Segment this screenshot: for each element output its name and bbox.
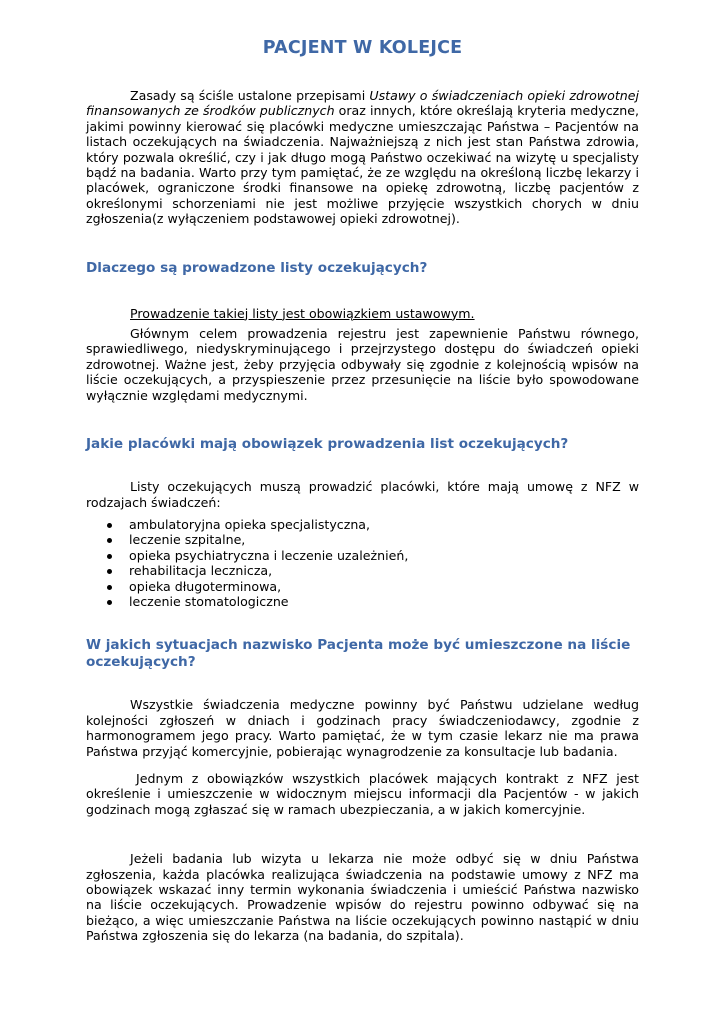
list-item: rehabilitacja lecznicza,: [86, 563, 639, 578]
intro-text-rest: oraz innych, które określają kryteria medyczne, jakimi powinny kierować się placówki medyczne umieszczając Państwa – Pacjentów na listach oczekujących na świadczenia. Najważniejszą z nich jest stan Państwa zdrowia, który pozwala określić, czy i jak długo mogą Państwo oczekiwać na wizytę u specjalisty bądź na badania. Warto przy tym pamiętać, że ze względu na określoną liczbę lekarzy i placówek, ograniczone środki finansowe na opiekę zdrowotną, liczbę pacjentów z określonymi schorzeniami nie jest możliwe przyjęcie wszystkich chorych w dniu zgłoszenia(z wyłączeniem podstawowej opieki zdrowotnej).: [86, 103, 640, 227]
section3-paragraph-2: Jednym z obowiązków wszystkich placówek mających kontrakt z NFZ jest określenie i umieszczenie w widocznym miejscu informacji dla Pacjentów - w jakich godzinach mogą zgłaszać się w ramach ubezpieczania, a w jakich komercyjnie.: [86, 770, 639, 817]
intro-text-start: Zasady są ściśle ustalone przepisami: [130, 88, 370, 103]
statutory-duty-text: Prowadzenie takiej listy jest obowiązkiem ustawowym.: [130, 305, 475, 321]
list-item: opieka psychiatryczna i leczenie uzależnień,: [86, 548, 639, 563]
intro-paragraph: [86, 88, 639, 227]
service-types-list: [86, 517, 639, 609]
statutory-duty-line: [86, 306, 639, 321]
section-heading-why-lists: Dlaczego są prowadzone listy oczekujących?: [86, 259, 428, 276]
section2-paragraph: Listy oczekujących muszą prowadzić placówki, które mają umowę z NFZ w rodzajach świadczeń:: [86, 479, 639, 510]
section3-paragraph-1: Wszystkie świadczenia medyczne powinny być Państwu udzielane według kolejności zgłoszeń w dniach i godzinach pracy świadczeniodawcy, zgodnie z harmonogramem jego pracy. Warto pamiętać, że w tym czasie lekarz nie ma prawa Państwa przyjąć komercyjnie, pobierając wynagrodzenie za konsultacje lub badania.: [86, 697, 639, 759]
page-title: PACJENT W KOLEJCE: [262, 38, 463, 58]
section-heading-which-facilities: Jakie placówki mają obowiązek prowadzenia list oczekujących?: [86, 436, 569, 453]
document-page: [86, 38, 639, 944]
section1-paragraph: Głównym celem prowadzenia rejestru jest zapewnienie Państwu równego, sprawiedliwego, niedyskryminującego i przejrzystego dostępu do świadczeń opieki zdrowotnej. Ważne jest, żeby przyjęcia odbywały się zgodnie z kolejnością wpisów na liście oczekujących, a przyspieszenie przez przesunięcie na liście było spowodowane wyłącznie względami medycznymi.: [86, 326, 639, 403]
section-heading-when-listed: W jakich sytuacjach nazwisko Pacjenta może być umieszczone na liście oczekujących?: [86, 637, 631, 671]
list-item: leczenie stomatologiczne: [86, 594, 639, 609]
list-item: ambulatoryjna opieka specjalistyczna,: [86, 517, 639, 532]
intro-act-title: Ustawy o świadczeniach opieki zdrowotnej finansowanych ze środków publicznych: [86, 88, 640, 119]
list-item: leczenie szpitalne,: [86, 532, 639, 547]
list-item: opieka długoterminowa,: [86, 579, 639, 594]
section3-paragraph-3: Jeżeli badania lub wizyta u lekarza nie może odbyć się w dniu Państwa zgłoszenia, każda placówka realizująca świadczenia na podstawie umowy z NFZ ma obowiązek wskazać inny termin wykonania świadczenia i umieścić Państwa nazwisko na liście oczekujących. Prowadzenie wpisów do rejestru powinno odbywać się na bieżąco, a więc umieszczanie Państwa na liście oczekujących powinno nastąpić w dniu Państwa zgłoszenia się do lekarza (na badania, do szpitala).: [86, 851, 639, 944]
